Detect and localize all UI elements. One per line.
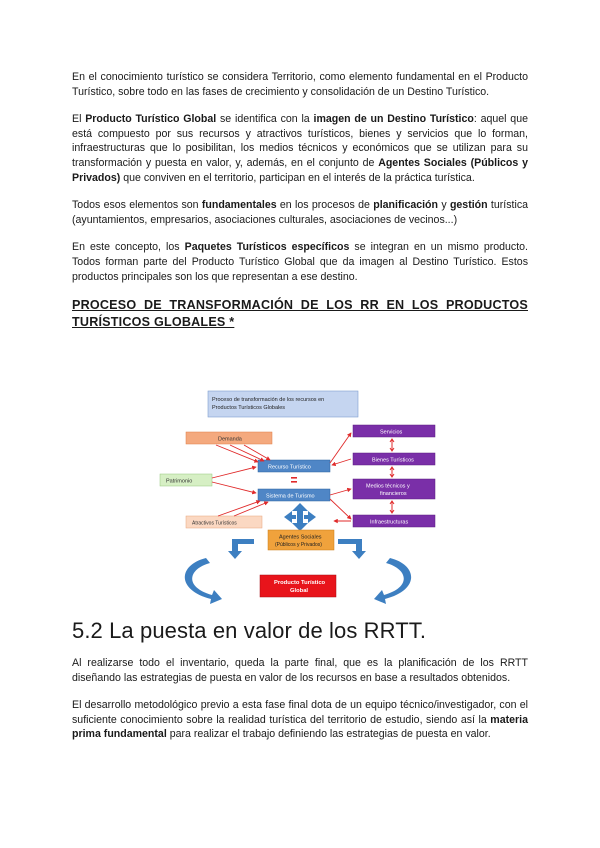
- sistema-turismo-label: Sistema de Turismo: [266, 493, 315, 500]
- paragraph-1: En el conocimiento turístico se considera Territorio, como elemento fundamental en el Producto Turístico, sobre todo en las fases de crecimiento y consolidación de un Destino Turístico.: [72, 71, 528, 98]
- document-body: [72, 70, 528, 331]
- equals-mark-top: [291, 477, 297, 479]
- servicios-label: Servicios: [380, 429, 403, 436]
- text-run: En este concepto, los: [72, 241, 185, 254]
- agentes-label-1: Agentes Sociales: [279, 534, 322, 541]
- recurso-turistico-label: Recurso Turístico: [268, 464, 311, 471]
- demanda-label: Demanda: [218, 436, 242, 443]
- text-run: El: [72, 113, 86, 126]
- section-body: [72, 656, 528, 755]
- equals-mark-bottom: [291, 481, 297, 483]
- bold-run: imagen de un Destino Turístico: [313, 113, 474, 126]
- section-title: 5.2 La puesta en valor de los RRTT.: [72, 618, 427, 643]
- left-bent-arrow-icon: [228, 539, 254, 559]
- diagram-subheading: PROCESO DE TRANSFORMACIÓN DE LOS RR EN LOS PRODUCTOS TURÍSTICOS GLOBALES *: [72, 298, 528, 330]
- text-run: se identifica con la: [216, 113, 314, 126]
- bold-run: planificación: [373, 199, 439, 212]
- diagram-title-line-1: Proceso de transformación de los recursos en: [212, 397, 325, 403]
- bold-run: fundamentales: [201, 199, 277, 212]
- diagram-title-line-2: Productos Turísticos Globales: [212, 405, 286, 411]
- atractivos-label: Atractivos Turísticos: [192, 520, 237, 527]
- text-run: se integran en un mismo producto. Todos forman parte del Producto Turístico Global que da imagen al Destino Turístico. Estos productos principales son los que representan a ese destino.: [72, 241, 528, 283]
- right-curved-arrow-icon: [374, 558, 411, 604]
- text-run: y: [438, 199, 450, 212]
- medios-label-2: financieros: [380, 491, 407, 497]
- text-run: El desarrollo metodológico previo a esta fase final dota de un equipo técnico/investigador, con el suficiente conocimiento sobre la realidad turística del territorio de estudio, siendo así la: [72, 699, 528, 726]
- bold-run: Paquetes Turísticos específicos: [184, 241, 350, 254]
- bold-run: Producto Turístico Global: [85, 113, 217, 126]
- left-curved-arrow-icon: [185, 558, 222, 604]
- paragraph-6: [72, 698, 528, 742]
- patrimonio-label: Patrimonio: [166, 478, 193, 485]
- bold-run: materia prima fundamental: [72, 713, 528, 741]
- paragraph-4: [72, 240, 528, 284]
- paragraph-3: [72, 198, 528, 227]
- medios-label-1: Medios técnicos y: [366, 483, 410, 490]
- bold-run: Agentes Sociales (Públicos y Privados): [72, 156, 528, 184]
- text-run: que conviven en el territorio, participan en el interés de la práctica turística.: [120, 171, 475, 184]
- text-run: : aquel que está compuesto por sus recursos y atractivos turísticos, bienes y servicios que lo forman, infraestructuras que lo posibilitan, los medios técnicos y económicos que se utilizan para su transformación y puesta en valor, y, además, en el conjunto de: [72, 113, 528, 169]
- paragraph-5: Al realizarse todo el inventario, queda la parte final, que es la planificación de los RRTT diseñando las estrategias de puesta en valor de los recursos en base a resultados obtenidos.: [72, 657, 528, 684]
- updown-arrow-icon: [390, 439, 394, 513]
- producto-label-2: Global: [290, 588, 309, 594]
- right-bent-arrow-icon: [338, 539, 366, 559]
- blue-cross-arrows-icon: [284, 503, 316, 531]
- infraestructuras-label: Infraestructuras: [370, 519, 409, 526]
- paragraph-2: [72, 112, 528, 185]
- diagram-title-box: [208, 391, 358, 417]
- agentes-label-2: (Públicos y Privados): [275, 542, 322, 548]
- bold-run: gestión: [449, 199, 488, 212]
- text-run: para realizar el trabajo definiendo las estrategias de puesta en valor.: [166, 728, 491, 741]
- text-run: en los procesos de: [276, 199, 374, 212]
- producto-label-1: Producto Turístico: [274, 580, 326, 586]
- text-run: turística (ayuntamientos, empresarios, asociaciones culturales, asociaciones de vecinos...): [72, 199, 529, 226]
- process-diagram: [148, 383, 448, 605]
- input-arrows: [212, 445, 270, 516]
- text-run: Todos esos elementos son: [72, 199, 202, 212]
- output-arrows: [330, 433, 351, 521]
- bienes-label: Bienes Turísticos: [372, 457, 414, 464]
